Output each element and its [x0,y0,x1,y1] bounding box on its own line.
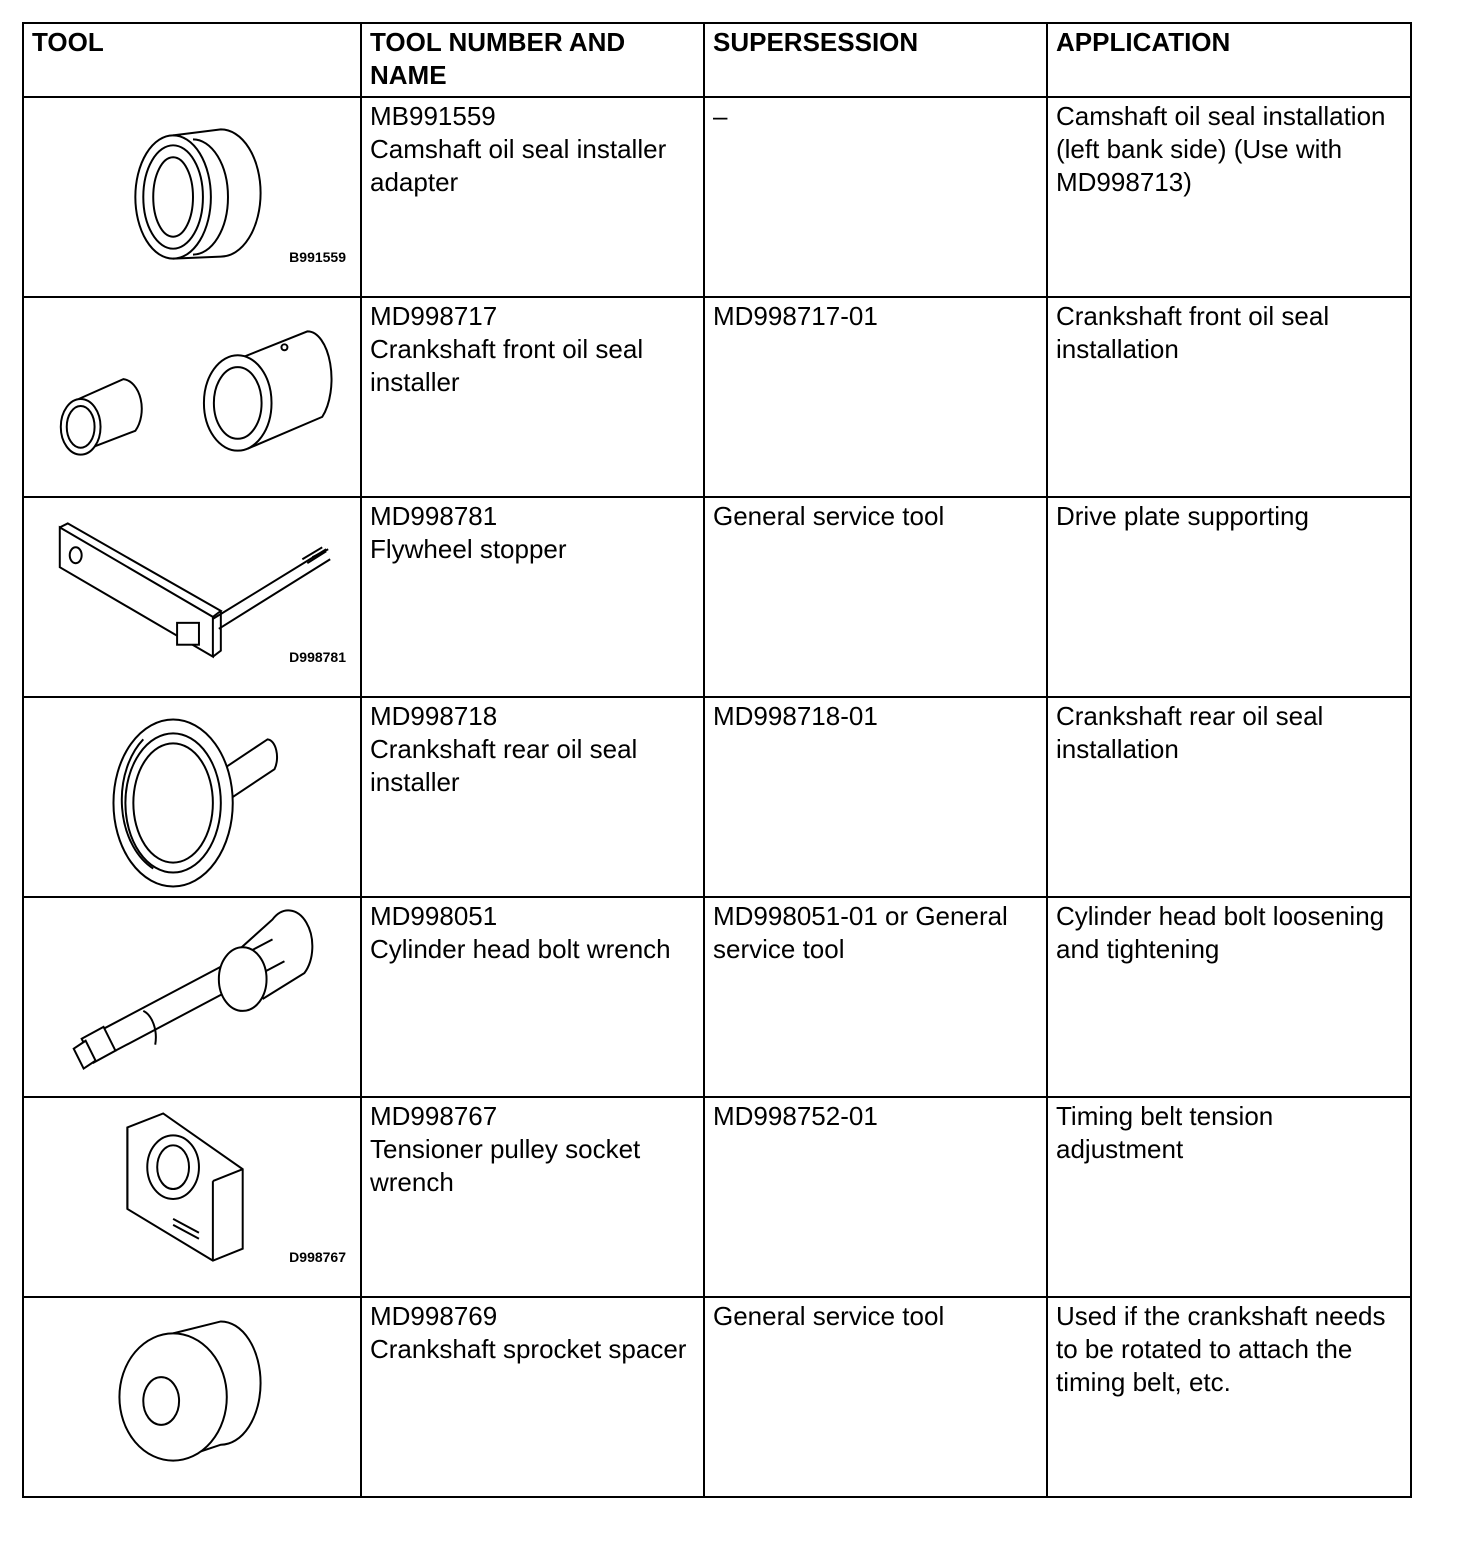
tool-image-cell [23,297,361,497]
table-row [23,697,1411,897]
tool-number-name-cell [361,97,704,297]
tool-image-cell [23,497,361,697]
tool-number-name-cell [361,497,704,697]
tool-image-code: D998781 [289,649,346,665]
tool-number: MD998051 [370,901,498,931]
application-cell: Crankshaft front oil seal installation [1047,297,1411,497]
application-cell: Camshaft oil seal installation (left bank side) (Use with MD998713) [1047,97,1411,297]
tool-number: MD998767 [370,1101,498,1131]
supersession-cell: General service tool [704,1297,1047,1497]
tool-image-code: B991559 [289,249,346,265]
tool-image-cell [23,1297,361,1497]
tool-name: Tensioner pulley socket wrench [370,1134,641,1197]
header-row [23,23,1411,97]
tool-name: Camshaft oil seal installer adapter [370,134,667,197]
header-tool-number-name: TOOL NUMBER AND NAME [361,23,704,97]
table-row [23,1297,1411,1497]
tool-image-code: D998767 [289,1249,346,1265]
application-cell: Timing belt tension adjustment [1047,1097,1411,1297]
supersession-cell: MD998752-01 [704,1097,1047,1297]
front-seal-installer-icon [24,298,360,496]
table-row [23,1097,1411,1297]
tool-number-name-cell [361,897,704,1097]
application-cell: Used if the crankshaft needs to be rotated to attach the timing belt, etc. [1047,1297,1411,1497]
application-cell: Drive plate supporting [1047,497,1411,697]
supersession-cell: MD998717-01 [704,297,1047,497]
supersession-cell: General service tool [704,497,1047,697]
tool-number: MD998769 [370,1301,498,1331]
tool-image-cell [23,697,361,897]
table-row [23,497,1411,697]
header-tool: TOOL [23,23,361,97]
application-cell: Cylinder head bolt loosening and tightening [1047,897,1411,1097]
tool-number-name-cell [361,1297,704,1497]
head-bolt-wrench-icon [24,898,360,1096]
supersession-cell: – [704,97,1047,297]
tool-name: Crankshaft front oil seal installer [370,334,644,397]
header-application: APPLICATION [1047,23,1411,97]
table-row [23,97,1411,297]
tool-number: MD998781 [370,501,498,531]
tool-name: Crankshaft sprocket spacer [370,1334,687,1364]
tool-number: MB991559 [370,101,496,131]
supersession-cell: MD998718-01 [704,697,1047,897]
supersession-cell: MD998051-01 or General service tool [704,897,1047,1097]
tool-image-cell [23,1097,361,1297]
tool-name: Cylinder head bolt wrench [370,934,671,964]
sprocket-spacer-icon [24,1298,360,1496]
application-cell: Crankshaft rear oil seal installation [1047,697,1411,897]
tool-image-cell [23,897,361,1097]
tool-number: MD998718 [370,701,498,731]
tool-number: MD998717 [370,301,498,331]
tool-name: Flywheel stopper [370,534,567,564]
tool-image-cell [23,97,361,297]
tool-number-name-cell [361,697,704,897]
table-row [23,297,1411,497]
tool-number-name-cell [361,1097,704,1297]
special-tools-table [22,22,1412,1498]
tool-name: Crankshaft rear oil seal installer [370,734,638,797]
tool-number-name-cell [361,297,704,497]
rear-seal-installer-icon [24,698,360,896]
table-row [23,897,1411,1097]
header-supersession: SUPERSESSION [704,23,1047,97]
